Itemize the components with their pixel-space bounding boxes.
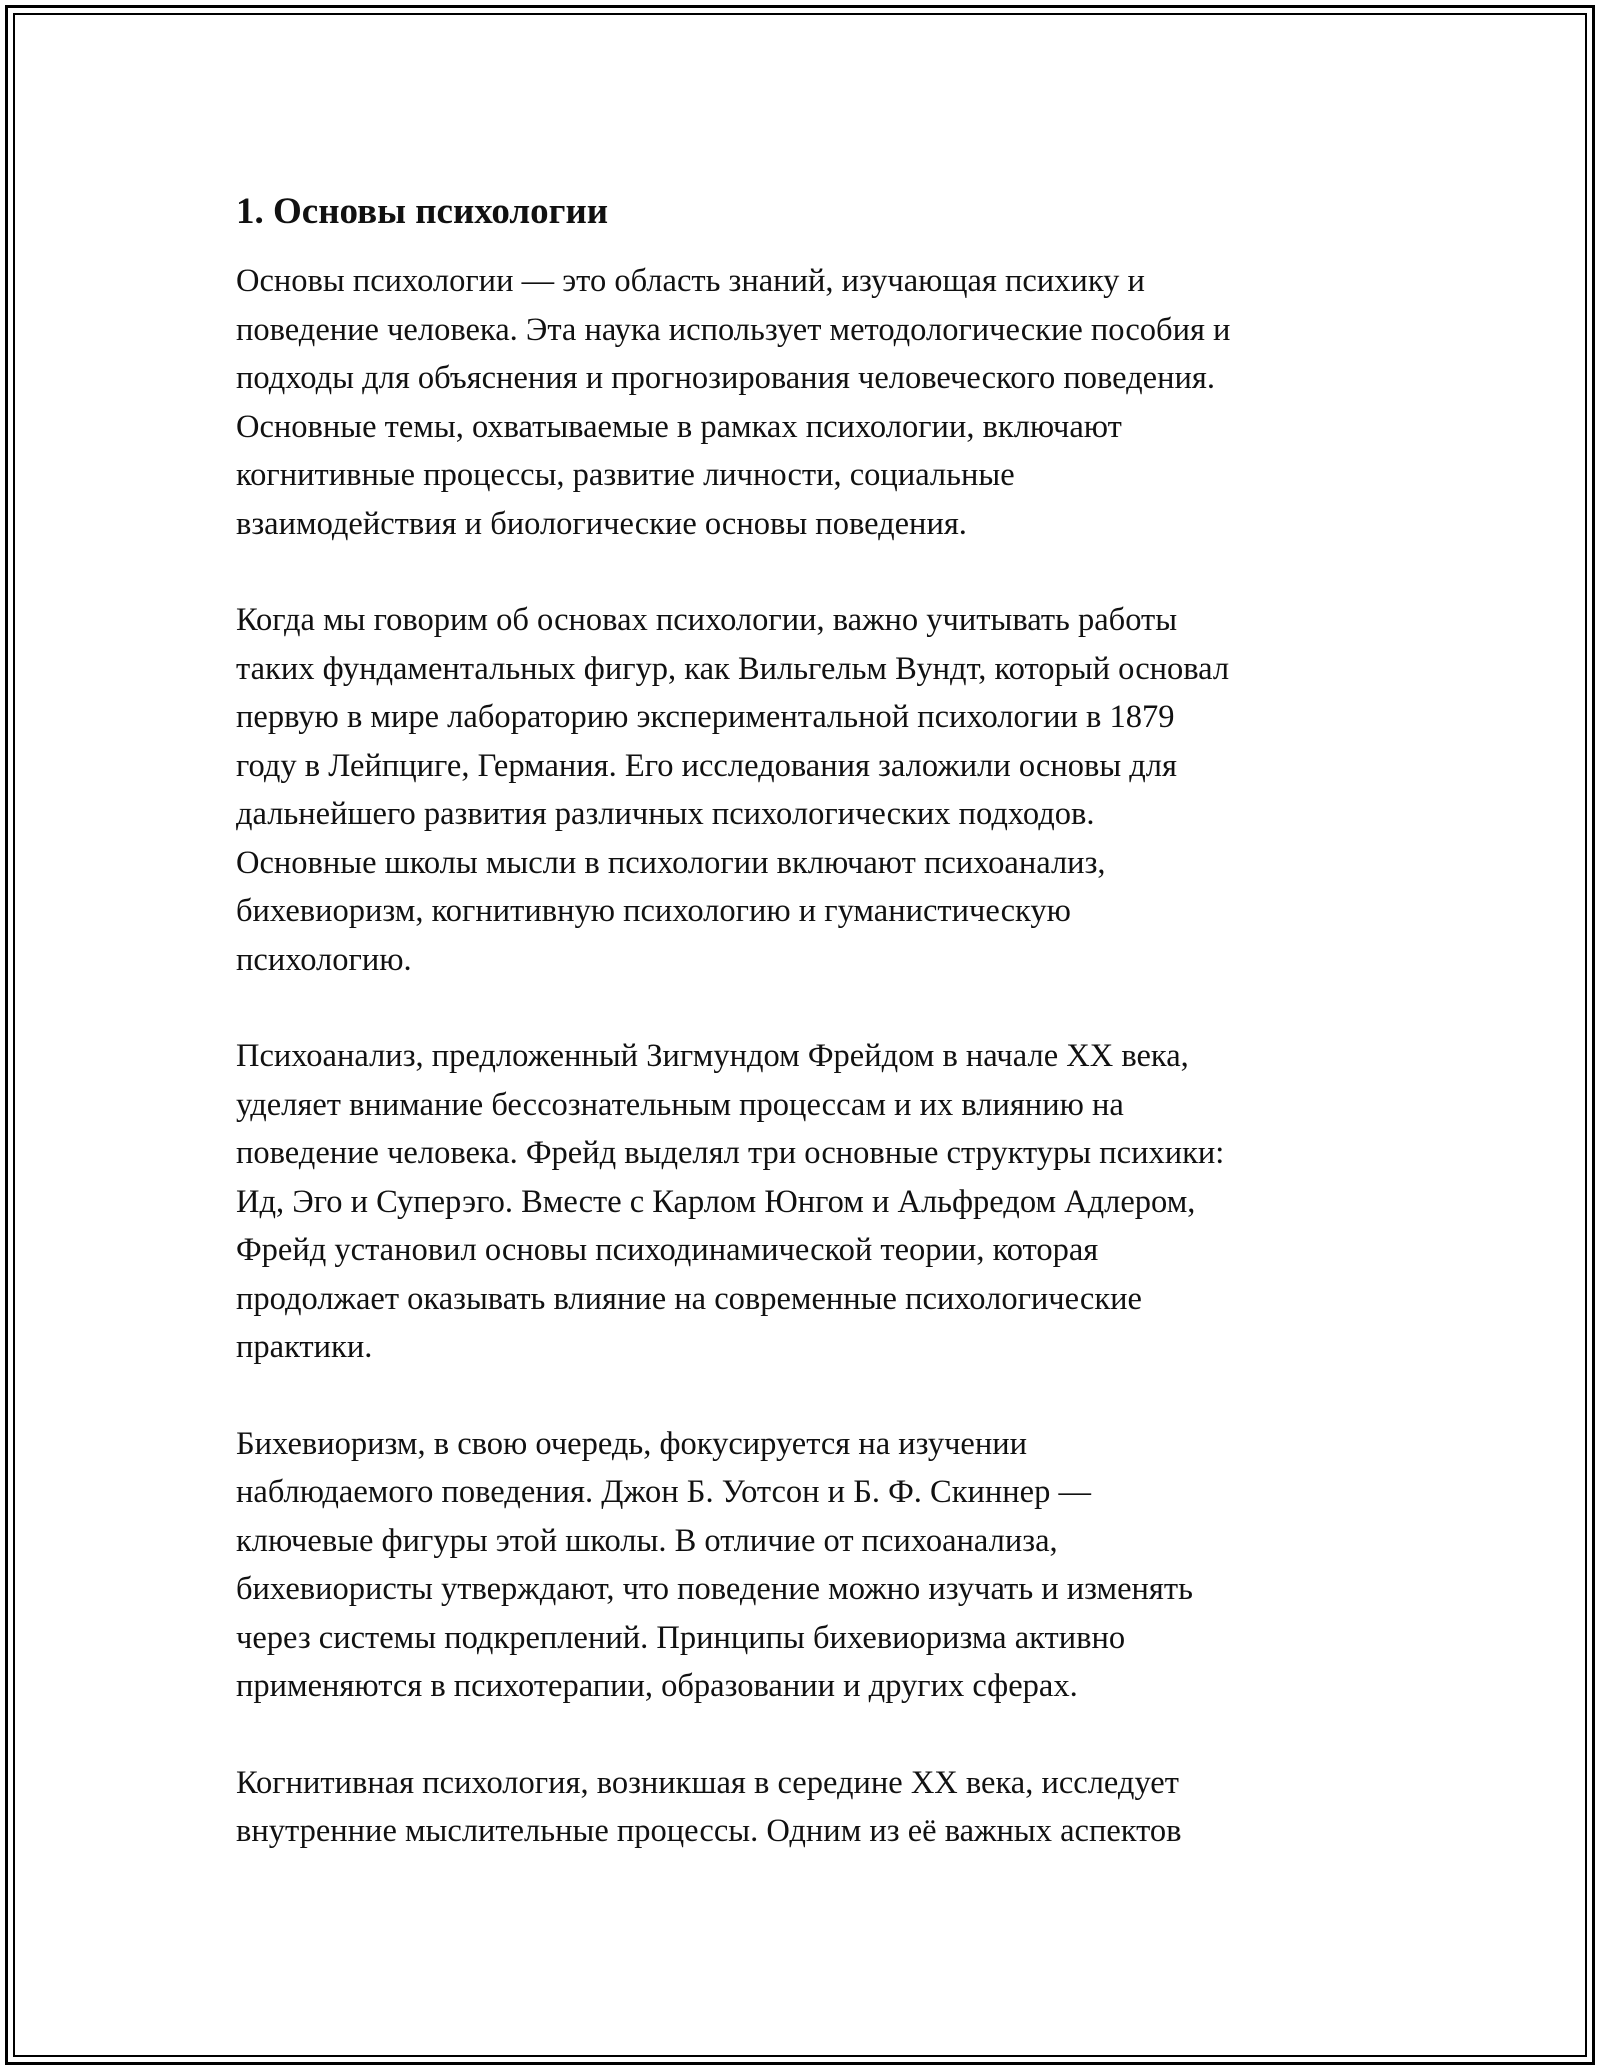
paragraph-line: применяются в психотерапии, образовании и других сферах. [236, 1668, 1078, 1704]
paragraph-line: практики. [236, 1329, 373, 1365]
paragraph-line: первую в мире лабораторию экспериментальной психологии в 1879 [236, 699, 1175, 735]
paragraph-line: Основы психологии — это область знаний, изучающая психику и [236, 263, 1145, 299]
paragraph-line: уделяет внимание бессознательным процессам и их влиянию на [236, 1086, 1124, 1123]
paragraph-line: Основные школы мысли в психологии включают психоанализ, [236, 844, 1106, 881]
paragraph-line: когнитивные процессы, развитие личности, социальные [236, 457, 1015, 493]
paragraph-list [236, 257, 1386, 1856]
paragraph-line: продолжает оказывать влияние на современные психологические [236, 1280, 1142, 1317]
paragraph-line: поведение человека. Фрейд выделял три основные структуры психики: [236, 1135, 1225, 1171]
paragraph-line: году в Лейпциге, Германия. Его исследования заложили основы для [236, 747, 1177, 784]
paragraph [236, 1420, 1386, 1711]
paragraph [236, 596, 1386, 984]
paragraph [236, 257, 1386, 548]
paragraph [236, 1759, 1386, 1856]
paragraph-line: взаимодействия и биологические основы поведения. [236, 505, 967, 542]
paragraph-line: внутренние мыслительные процессы. Одним из её важных аспектов [236, 1813, 1182, 1849]
paragraph-line: ключевые фигуры этой школы. В отличие от психоанализа, [236, 1522, 1058, 1559]
paragraph-line: Когнитивная психология, возникшая в середине XX века, исследует [236, 1764, 1179, 1801]
section-heading: 1. Основы психологии [236, 191, 609, 232]
paragraph-line: подходы для объяснения и прогнозирования человеческого поведения. [236, 360, 1215, 396]
paragraph-line: через системы подкреплений. Принципы бихевиоризма активно [236, 1619, 1126, 1656]
paragraph-line: дальнейшего развития различных психологических подходов. [236, 796, 1095, 832]
paragraph-line: бихевиористы утверждают, что поведение можно изучать и изменять [236, 1571, 1193, 1607]
paragraph [236, 1032, 1386, 1372]
paragraph-line: Ид, Эго и Суперэго. Вместе с Карлом Юнгом и Альфредом Адлером, [236, 1183, 1196, 1220]
paragraph-line: таких фундаментальных фигур, как Вильгельм Вундт, который основал [236, 650, 1230, 687]
paragraph-line: бихевиоризм, когнитивную психологию и гуманистическую [236, 893, 1071, 929]
paragraph-line: Психоанализ, предложенный Зигмундом Фрейдом в начале XX века, [236, 1038, 1189, 1074]
paragraph-line: наблюдаемого поведения. Джон Б. Уотсон и Б. Ф. Скиннер — [236, 1474, 1091, 1510]
paragraph-line: Фрейд установил основы психодинамической теории, которая [236, 1232, 1099, 1268]
paragraph-line: поведение человека. Эта наука использует методологические пособия и [236, 311, 1231, 348]
paragraph-line: психологию. [236, 941, 412, 978]
paragraph-line: Когда мы говорим об основах психологии, важно учитывать работы [236, 602, 1178, 638]
paragraph-line: Бихевиоризм, в свою очередь, фокусируется на изучении [236, 1425, 1028, 1462]
document-page [236, 186, 1386, 1904]
paragraph-line: Основные темы, охватываемые в рамках психологии, включают [236, 408, 1122, 445]
